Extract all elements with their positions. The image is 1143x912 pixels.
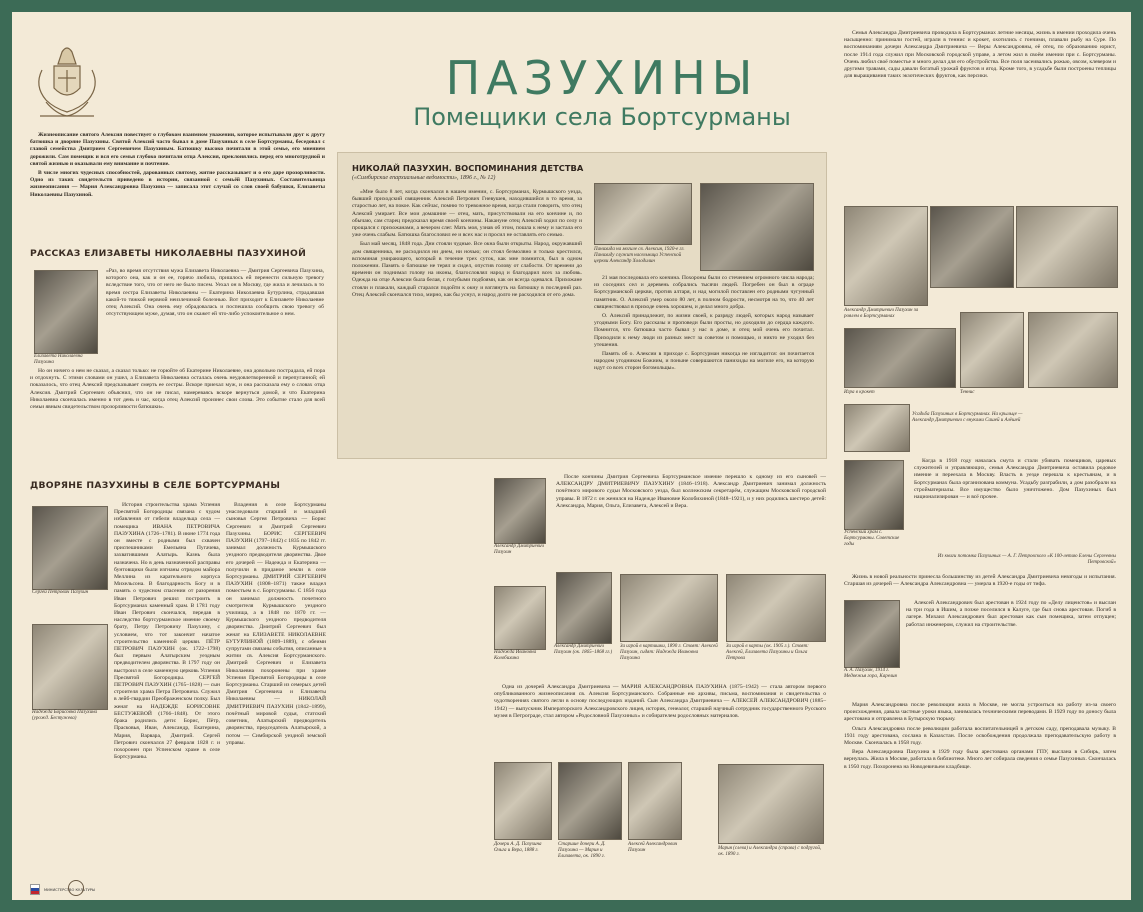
group-photo [494, 762, 552, 840]
photo-caption: Александр Дмитриевич Пазухин за роялем в Бортсурманах [844, 308, 919, 319]
group-photo [558, 762, 622, 840]
photo-caption: Усадьба Пазухиных в Бортсурманах. На крыльце — Александр Дмитриевич с внуками Сашей и Алёшей [912, 412, 1023, 423]
group-photo [718, 764, 824, 844]
memoir-text-left [352, 189, 582, 451]
middle-text: После кончины Дмитрия Сергеевича Бортсурманское имение перешло к одному из его сыновей — АЛЕКСАНДРУ ДМИТРИЕВИЧУ ПАЗУХИНУ (1846–1918). Александр Дмитриевич занимал должность почётного мирового судьи Московского уезда, был коллежским секретарём, служащим Московской городской управы. В 1872 г. он женился на Надежде Ивановне Колобихиной (1848–1921), и у них родились шестеро детей: Александра, Мария, Ольга, Елизавета, Алексей и Вера. [556, 474, 826, 509]
estate-photo [930, 206, 1014, 288]
page-subtitle: Помещики села Бортсурманы [413, 103, 791, 131]
photo-caption: За игрой в карты (ок. 1905 г.). Стоят: Алексей, Елизавета Пазухины и Ольга Петрова [726, 644, 809, 661]
right-text: Когда в 1918 году началась смута и стали убивать помещиков, царевых служителей и управляющих, семья Александра Дмитриевича оставила родовое имение и переехала в Москву. Власть в уезде перешла к крестьянам, и в Бортсурманах была организована коммуна. Усадьбу разграбили, а дом разобрали на стройматериалы. Все имущество было уничтожено. Дом Пазухиных был национализирован — и всё прочее. [914, 458, 1116, 501]
group-photo [620, 574, 718, 642]
photo-caption: Мария (слева) и Александра (справа) с подругой, ок. 1890 г. [718, 846, 822, 857]
photo-caption: Игра в крокет [844, 390, 875, 395]
portrait-photo [34, 270, 98, 354]
page-title: ПАЗУХИНЫ [445, 51, 759, 105]
portrait-photo [494, 478, 546, 544]
portrait-photo [556, 572, 612, 644]
memoir-paragraph: Был май месяц, 1848 года. Дни стояли чудные. Все окна были открыты. Народ, окружавший дом священника, не расходился ни днем, ни ночью; он стоял безмолвно и только крестился, вспоминая умирающего, который в течение трех суток, как мне помнится, был в одном положении. Память о батюшке не терял и сидел, опустив голову от слабости. От времени до времени он поднимал голову на иконы, благословлял народ и благодарил всех за любовь. Одежда на отце Алексии была белая, с голубыми подбоями, как он всегда одевался. Прихожане стояли и плакали, каждый старался подойти к окну и взглянуть на батюшку в последний раз. Отец Алексий скончался тихо, мирно, как бы уснул, и народ долго не расходился от его дома. [352, 241, 582, 298]
quote-attribution: Из книги потомка Пазухиных — А. Г. Петровского «К 100-летию Елены Сергеевны Петровской» [937, 554, 1116, 565]
photo-caption: За игрой в картишки, 1890 г. Стоят: Алексей Пазухин, сидят: Надежда Ивановна Пазухина [620, 644, 718, 661]
photo-caption: Старшие дочери А. Д. Пазухина — Мария и Елизавета, ок. 1890 г. [558, 842, 606, 859]
dvoryane-text-col2: Владения в селе Бортсурманы унаследовали старший и младший сыновья Сергея Петровича — Борис Сергеевич и Дмитрий Сергеевич Пазухины. БОРИС СЕРГЕЕВИЧ ПАЗУХИН (1797–1842) с 1835 по 1842 гг. занимал должность Курмышского уездного предводителя дворянства. Двое его дочерей — Надежда и Екатерина — получили в приданое земли в селе Бортсурманы. ДМИТРИЙ СЕРГЕЕВИЧ ПАЗУХИН (1808–1871) также владел поместьем в с. Бортсурманы. С 1856 года он занимал должность почетного смотрителя Курмышского уездного училища, а в 1848 по 1870 гг. — Курмышского уездного предводителя дворянства. Дмитрий Сергеевич был женат на ЕЛИЗАВЕТЕ НИКОЛАЕВНЕ БУТУРЛИНОЙ (1809–1889), с обеими супругами связаны события, описанные в житии св. Алексия Бортсурманского. Дмитрий Сергеевич и Елизавета Николаевна похоронены при храме Успения Пресвятой Богородицы в селе Бортсурманы. Старший из семерых детей Дмитрия Сергеевича и Елизаветы Николаевны — НИКОЛАЙ ДМИТРИЕВИЧ ПАЗУХИН (1842–1899), почётный мировой судья, статский советник, Алатырский предводитель дворянства, председатель Алатырской, а потом — Симбирской уездной земской управы. [226, 502, 326, 746]
portrait-photo [494, 586, 546, 650]
right-paragraph: Вера Александровна Пазухина в 1929 году была арестована органами ГПУ, выслана в Сибирь, затем вернулась. Жила в Москве, работала в библиотеке. Много лет собирала сведения о семье Пазухиных. Скончалась в 1950 году. Похоронена на Новодевичьем кладбище. [844, 749, 1116, 770]
middle-text: Одна из дочерей Александра Дмитриевича — МАРИЯ АЛЕКСАНДРОВНА ПАЗУХИНА (1875–1942) — стала автором первого опубликованного жизнеописания св. Алексия Бортсурманского. Собранные ею архивы, письма, воспоминания и свидетельства о чудотворениях святого легли в основу последующих изданий. Сын Александра Дмитриевича — АЛЕКСЕЙ АЛЕКСАНДРОВИЧ (1885–1942) — выпускник Императорского Александровского лицея, историк, генеалог, старший научный сотрудник государственного Русского музея в Петрограде, стал автором «Родословной Пазухиных» и собирателем родословных материалов. [494, 684, 826, 719]
portrait-photo [628, 762, 682, 840]
ministry-logo [30, 884, 95, 895]
photo-caption: Теннис [960, 390, 975, 395]
right-text: Алексей Александрович был арестован в 1924 году по «Делу лицеистов» и выслан на три года в Ишим, а позже поселился в Калуге, где был снова арестован. Погиб в лагере. Михаил Александрович был арестован как сын помещика, затем отпущен; работал инженером, служил на строительстве. [906, 600, 1116, 628]
photo-caption: Дочери А. Д. Пазухина Ольга и Вера, 1888 г. [494, 842, 542, 853]
intro-text [30, 132, 325, 201]
photo-caption: А. А. Пазухин, 1914 г. Медвежья гора, Карелия [844, 668, 897, 679]
right-paragraph: Мария Александровна после революции жила в Москве, не могла устроиться на работу из-за своего происхождения, давала частные уроки языка, занималась техническими переводами. В 1929 году по доносу была арестована и отправлена в Бутырскую тюрьму. [844, 702, 1116, 723]
photo-caption: Надежда Борисовна Пазухина (урожд. Бестужева) [32, 710, 98, 721]
portrait-photo [844, 600, 900, 668]
photo-caption: Сергей Петрович Пазухин [32, 590, 89, 595]
memoir-photo [700, 183, 814, 271]
memoir-paragraph: 21 мая последовала его кончина. Похороны были со стечением огромного числа народа; из соседних сел и деревень собрались тысячи людей. Погребен он был в ограде Бортсурманской церкви, против алтаря, и над могилой поставлен его родными чугунный памятник. О. Алексий умер около 80 лет, в полном бодрости, несмотря на то, что 40 лет священствовал в приходе очень хорошем, и делал много добра. [594, 275, 814, 310]
coat-of-arms-icon [32, 40, 102, 122]
group-photo [726, 574, 826, 642]
dvoryane-text-col1: История строительства храма Успения Пресвятой Богородицы связана с чудом избавления от гибели владельца села — помещика ИВАНА ПЕТРОВИЧА ПАЗУХИНА (1726–1781). В июне 1774 года он вместе с родными был схвачен приспешниками Емельяна Пугачева, захватившими Алатырь. Казнь была назначена. Но в день назначенной расправы бунтовщики были изгнаны отрядом майора Меллина из карательного корпуса Михельсона. В благодарность Богу и в память о чудесном спасении от разорения Иван Петрович решил построить в Бортсурманах каменный храм. В 1781 году Иван Петрович скончался, передав в наследство бортсурманское имение своему брату, Петру Петровичу Пазухину, с условием, что тот закончит начатое строительство каменной церкви. ПЁТР ПЕТРОВИЧ ПАЗУХИН (ок. 1722–1798) был первым Алатырским уездным предводителем дворянства. В 1797 году он выстроил в селе каменную церковь Успения Пресвятой Богородицы. СЕРГЕЙ ПЕТРОВИЧ ПАЗУХИН (1765–1828) — сын строителя храма Петра Петровича. Служил в лейб-гвардии Преображенском полку. Был женат на НАДЕЖДЕ БОРИСОВНЕ БЕСТУЖЕВОЙ (1766–1848). От этого брака родились дети: Борис, Пётр, Прасковья, Иван, Александр, Екатерина, Мария, Варвара, Дмитрий. Сергей Петрович скончался 27 февраля 1828 г. и похоронен при Успенском храме в селе Бортсурманы. [114, 502, 220, 761]
intro-paragraph: Жизнеописание святого Алексия повествует о глубоком взаимном уважении, которое испытывали друг к другу батюшка и дворяне Пазухины. Святой Алексий часто бывал в доме Пазухиных в селе Бортсурманы, беседовал с главой семейства Дмитрием Сергеевичем Пазухиным. Батюшку высоко почитали в этой семье, его мнением дорожили. Сам помещик и вся его семья глубоко почитали отца Алексия, преклонялись перед его многотрудной и святой жизнью и оказывали ему внимание и почтение. [30, 132, 325, 167]
section-heading: РАССКАЗ ЕЛИЗАВЕТЫ НИКОЛАЕВНЫ ПАЗУХИНОЙ [30, 248, 307, 259]
photo-caption: Елизавета Николаевна Пазухина [34, 354, 83, 365]
photo-caption: Алексей Александрович Пазухин [628, 842, 678, 853]
estate-photo [960, 312, 1024, 388]
right-text: Семья Александра Дмитриевича проводила в Бортсурманах летние месяцы, жизнь в имении проходила очень насыщенно: принимали гостей, играли в теннис и крокет, охотились с гончими, плавали рыбу на Суре. По воспоминаниям дочери Александра Дмитриевича — Веры Александровны, её отец, по образованию юрист, после 1914 года служил при Московской городской управе, а летом жил в своём имении при с. Бортсурманы. Очень любил своё поместье и много делал для его обустройства. Все поля засеивались рожью, овсом, клевером и другими травами, сады давали богатый урожай фруктов и ягод. Кроме того, в усадьбе были построены теплицы для выращивания таких экзотических фруктов, как персики. [844, 30, 1116, 80]
memoir-paragraph: Память об о. Алексии в приходе с. Бортсурман никогда не изгладится: он почитается народом угодником Божиим, и поныне совершаются панихиды на могиле его, на которую идут со всех сторон богомольцы». [594, 351, 814, 372]
logo-text: МИНИСТЕРСТВО КУЛЬТУРЫ [44, 887, 96, 892]
exhibit-panel [12, 12, 1131, 900]
portrait-photo [32, 506, 108, 590]
story-body: Но он ничего о нем не сказал, а сказал только: не горюйте об Екатерине Николаевне, она довольно пострадала, ей пора и отдохнуть. С этими словами он ушел, а Елизавета Николаевна осталась очень неудовлетворенной и перепуганной; ей показалось, что отец Алексий предсказывает смерть ее сестры. Вскоре приехал муж, и она рассказала ему о словах отца Алексия. Дмитрий Сергеевич объяснил, что он не писал, намереваясь вскоре вернуться домой, и что Екатерина Николаевна скончалась именно в тот день и час, когда отец Алексий произнес свои слова. Это событие стало для всей семьи явным свидетельством прозорливости батюшки». [30, 368, 325, 411]
memoir-photo [594, 183, 692, 245]
estate-photo [844, 206, 928, 306]
photo-caption: Панихида на могиле св. Алексия, 1920-е гг. Панихиду служит насельница Успенской церкви Александр Холодилин [594, 247, 685, 264]
estate-photo [844, 404, 910, 452]
right-paragraph: Ольга Александровна после революции работала воспитательницей в детском саду, преподавала музыку. В 1931 году арестована, сослана в Казахстан. После освобождения продолжала преподавательскую работу в Москве. Скончалась в 1958 году. [844, 725, 1116, 747]
photo-caption: Успенский храм с. Бортсурманы. Советские годы [844, 530, 900, 547]
estate-photo [1028, 312, 1118, 388]
right-text: Жизнь в новой реальности принесла большинству из детей Александра Дмитриевича невзгоды и испытания. Старшая из дочерей — Александра Александровна — умерла в 1920-е годы от тифа. [844, 574, 1116, 588]
intro-paragraph: В числе многих чудесных способностей, дарованных святому, житие рассказывает и о его даре прозорливости. Одно из таких свидетельств приведено в истории, связанной с семьёй Пазухиных. Составительница жизнеописания — Мария Александровна Пазухина — записала этот случай со слов своей бабушки, Елизаветы Николаевны Пазухиной. [30, 170, 325, 198]
memoir-paragraph: «Мне было 8 лет, когда скончался в нашем имении, с. Бортсурманах, Курмышского уезда, бывший приходский священник Алексий Петрович Гневушев, находившийся в то время, за старостью лет, на покое. Как сейчас, помню то тревожное время, когда стали говорить, что отец Алексий умирает. Все мои домашние — отец, мать, присутствовали на его кончине и, по обычаю, сам старец предсказал время своей кончины. Накануне отец Алексий ходил по селу и прощался с прихожанами, а вечером слег. Мать моя, узнав об этом, пошла к нему и застала его уже очень слабым. Батюшка благословил ее и всех нас и просил не оставлять его семью. [352, 189, 582, 239]
right-text [844, 702, 1116, 894]
seal-icon [68, 880, 84, 896]
section-heading: ДВОРЯНЕ ПАЗУХИНЫ В СЕЛЕ БОРТСУРМАНЫ [30, 480, 281, 491]
photo-caption: Надежда Ивановна Колобихина [494, 650, 537, 661]
portrait-photo [32, 624, 108, 710]
estate-photo [1016, 206, 1118, 288]
memoir-panel [337, 152, 827, 459]
church-photo [844, 460, 904, 530]
memoir-text-right [594, 275, 814, 451]
estate-photo [844, 328, 956, 388]
memoir-paragraph: О. Алексий принадлежит, по жизни своей, к разряду людей, которых народ называет угодными Богу. Его рассказы и проповеди были просты, но доходили до сердца каждого. Помнится, что батюшка часто бывал у нас в доме, и отец мой очень его почитал. Приходили к нему люди из разных мест за советом и помощью, и никто не уходил без утешения. [594, 313, 814, 348]
photo-caption: Александр Дмитриевич Пазухин (ок. 1865–1868 гг.) [554, 644, 613, 655]
photo-caption: Александр Дмитриевич Пазухин [494, 544, 544, 555]
flag-icon [30, 884, 40, 895]
memoir-source: («Симбирские епархиальные ведомости», 1896 г., № 12) [352, 175, 496, 181]
memoir-title: НИКОЛАЙ ПАЗУХИН. ВОСПОМИНАНИЯ ДЕТСТВА [352, 163, 584, 173]
story-quote: «Раз, во время отсутствия мужа Елизавета Николаевна — Дмитрия Сергеевича Пазухина, которого она, как и он ее, горячо любила, пришлось ей перенести сильную тревогу вследствие того, что от него не было писем. Уехал он в Москву, где жила и лечилась в то время сестра Елизаветы Николаевны — Екатерина Николаевна Бутурлина, страдавшая какой-то тяжкой нервной неизлечимой болезнью. Вот приходит к Елизавете Николаевне отец Алексий. Она очень ему обрадовалась и поспешила сообщить свою тревогу об отсутствующем муже, думая, что он скажет ей что-либо успокоительное о нем. [106, 268, 324, 318]
